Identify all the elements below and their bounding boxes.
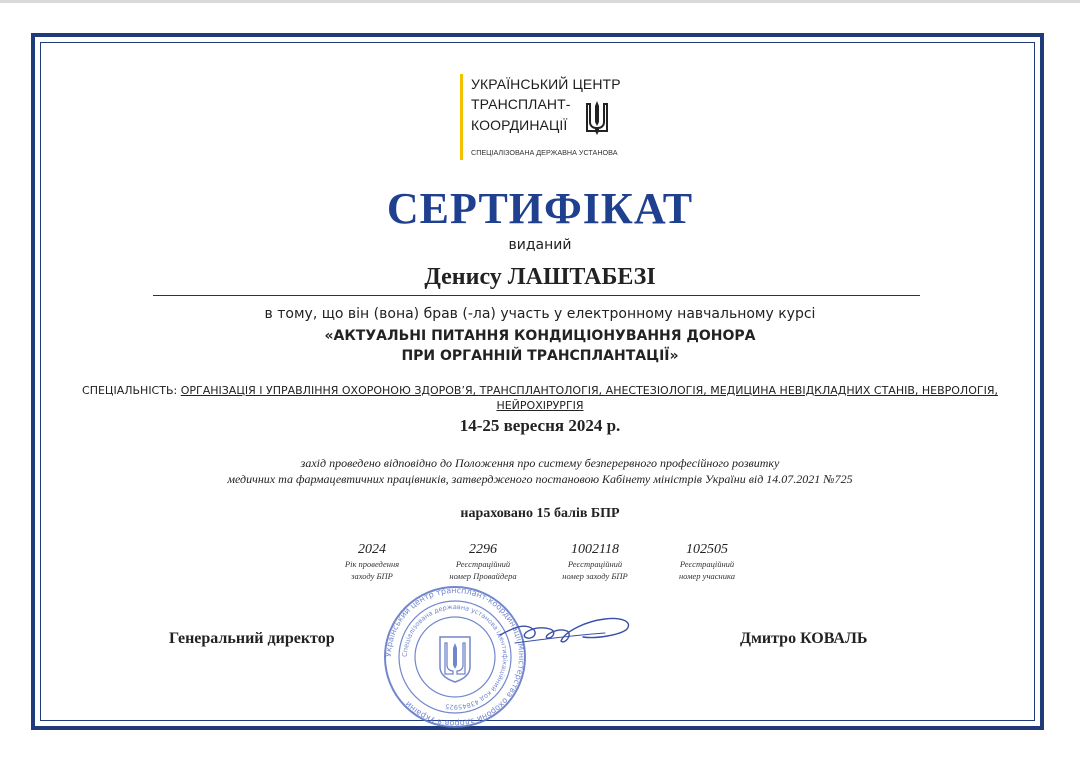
issued-label: виданий bbox=[508, 237, 572, 253]
registration-value: 102505 bbox=[686, 542, 728, 557]
registration-label: Реєстраційний bbox=[679, 559, 735, 569]
participation-text: в тому, що він (вона) брав (-ла) участь у електронному навчальному курсі bbox=[264, 306, 816, 322]
legal-basis bbox=[0, 455, 1080, 487]
registration-value: 1002118 bbox=[571, 542, 619, 557]
registration-value: 2296 bbox=[469, 542, 497, 557]
stamp-inner-text: Спеціалізована державна установа ідентифікаційний код 43845925 bbox=[400, 602, 510, 712]
specialty-block bbox=[80, 383, 1000, 413]
director-title: Генеральний директор bbox=[169, 630, 335, 647]
certificate-title: СЕРТИФІКАТ bbox=[386, 184, 694, 233]
registration-label: номер Провайдера bbox=[449, 571, 517, 581]
specialty-label: СПЕЦІАЛЬНІСТЬ: bbox=[82, 384, 181, 397]
course-title bbox=[0, 326, 1080, 366]
recipient-underline bbox=[153, 295, 920, 296]
director-name: Дмитро КОВАЛЬ bbox=[740, 630, 868, 647]
recipient-name: Денису ЛАШТАБЕЗІ bbox=[424, 264, 656, 290]
registration-label: Рік проведення bbox=[344, 559, 400, 569]
logo-accent-bar bbox=[460, 74, 463, 160]
registration-label: Реєстраційний bbox=[455, 559, 511, 569]
cpd-points: нараховано 15 балів БПР bbox=[460, 506, 620, 521]
stamp-outer-text: Український центр трансплант-координації Міністерства охорони здоров'я України bbox=[383, 585, 527, 729]
logo-line-2: ТРАНСПЛАНТ- bbox=[471, 96, 571, 112]
registration-value: 2024 bbox=[358, 542, 386, 557]
registration-year bbox=[317, 541, 427, 582]
trident-icon bbox=[584, 100, 610, 136]
registration-label: заходу БПР bbox=[351, 571, 393, 581]
logo-subtitle: СПЕЦІАЛІЗОВАНА ДЕРЖАВНА УСТАНОВА bbox=[471, 148, 618, 157]
legal-basis-line-2: медичних та фармацевтичних працівників, затвердженого постановою Кабінету міністрів України від 14.07.2021 №725 bbox=[227, 472, 853, 486]
logo-line-1: УКРАЇНСЬКИЙ ЦЕНТР bbox=[471, 76, 621, 92]
specialty-values: ОРГАНІЗАЦІЯ І УПРАВЛІННЯ ОХОРОНОЮ ЗДОРОВ’Я, ТРАНСПЛАНТОЛОГІЯ, АНЕСТЕЗІОЛОГІЯ, МЕДИЦИНА НЕВІДКЛАДНИХ СТАНІВ, НЕВРОЛОГІЯ, НЕЙРОХІРУРГІЯ bbox=[180, 384, 998, 412]
stamp-emblem-icon bbox=[440, 637, 470, 682]
legal-basis-line-1: захід проведено відповідно до Положення про систему безперервного професійного розвитку bbox=[300, 456, 780, 470]
registration-participant bbox=[652, 541, 762, 582]
registration-label: Реєстраційний bbox=[567, 559, 623, 569]
registration-provider bbox=[428, 541, 538, 582]
registration-label: номер заходу БПР bbox=[562, 571, 628, 581]
organization-logo bbox=[460, 74, 620, 162]
top-edge bbox=[0, 0, 1080, 3]
logo-line-3: КООРДИНАЦІЇ bbox=[471, 117, 568, 133]
director-signature bbox=[495, 605, 640, 655]
registration-label: номер учасника bbox=[678, 571, 736, 581]
registration-event bbox=[540, 541, 650, 582]
course-title-line-2: ПРИ ОРГАННІЙ ТРАНСПЛАНТАЦІЇ» bbox=[401, 348, 679, 364]
course-title-line-1: «АКТУАЛЬНІ ПИТАННЯ КОНДИЦІОНУВАННЯ ДОНОРА bbox=[324, 328, 756, 344]
course-dates: 14-25 вересня 2024 р. bbox=[459, 416, 621, 435]
